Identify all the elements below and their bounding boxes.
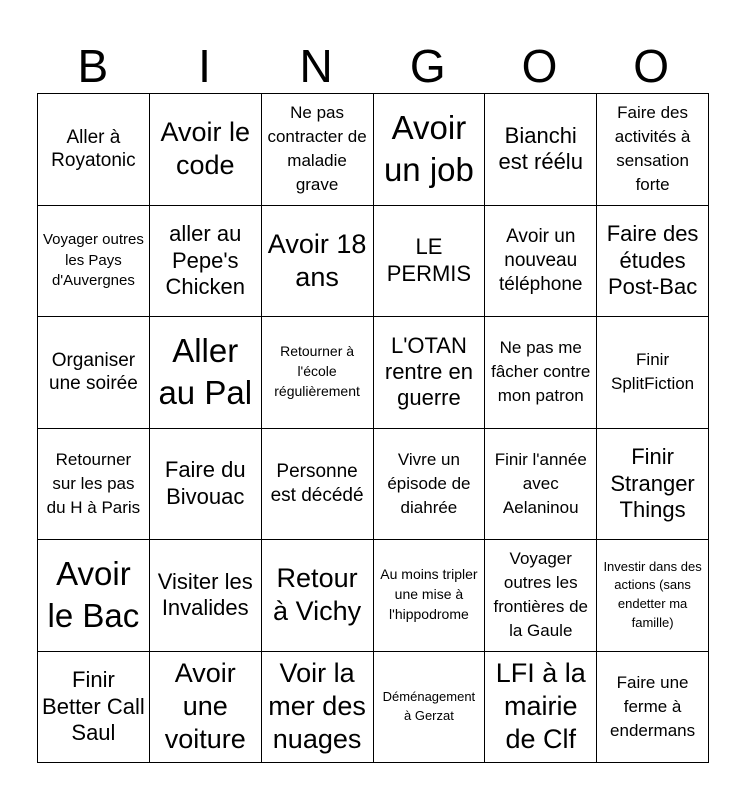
bingo-cell-text: Finir Better Call Saul (42, 667, 145, 745)
bingo-cell[interactable] (262, 540, 374, 652)
bingo-cell[interactable] (597, 94, 709, 206)
header-letter-o: O (521, 40, 558, 92)
bingo-cell[interactable] (374, 94, 486, 206)
bingo-cell-text: Personne est décédé (270, 461, 364, 506)
bingo-cell[interactable] (262, 206, 374, 318)
header-letter-n: N (299, 40, 333, 92)
bingo-cell-text: LE PERMIS (386, 234, 472, 286)
bingo-cell[interactable] (374, 317, 486, 429)
bingo-cell-text: Ne pas me fâcher contre mon patron (491, 338, 591, 406)
bingo-cell-text: Avoir un nouveau téléphone (499, 226, 583, 295)
bingo-cell-text: Aller à Royatonic (51, 126, 136, 172)
bingo-cell-text: Voyager outres les frontières de la Gaule (493, 549, 588, 641)
bingo-cell[interactable] (38, 206, 150, 318)
bingo-cell-text: Faire une ferme à endermans (610, 672, 696, 740)
bingo-cell[interactable] (262, 429, 374, 541)
bingo-cell[interactable] (262, 317, 374, 429)
bingo-cell-text: Vivre un épisode de diahrée (387, 449, 471, 517)
bingo-cell-text: Retour à Vichy (273, 563, 362, 627)
header-letter-o-second: O (633, 40, 670, 92)
bingo-cell-text: Voyager outres les Pays d'Auvergnes (42, 231, 144, 289)
bingo-cell[interactable] (38, 317, 150, 429)
bingo-cell-text: Avoir le code (160, 117, 251, 181)
bingo-cell[interactable] (262, 652, 374, 764)
bingo-cell[interactable] (150, 429, 262, 541)
bingo-cell[interactable] (150, 94, 262, 206)
bingo-cell-text: LFI à la mairie de Clf (495, 658, 586, 755)
bingo-cell[interactable] (38, 94, 150, 206)
bingo-cell-text: Organiser une soirée (49, 349, 138, 395)
bingo-cell[interactable] (597, 429, 709, 541)
bingo-cell-text: Finir l'année avec Aelaninou (494, 449, 587, 517)
bingo-cell[interactable] (150, 540, 262, 652)
bingo-cell[interactable] (485, 540, 597, 652)
bingo-cell-text: aller au Pepe's Chicken (165, 221, 245, 299)
bingo-cell[interactable] (485, 317, 597, 429)
bingo-cell-text: Aller au Pal (158, 332, 253, 412)
bingo-cell[interactable] (597, 317, 709, 429)
bingo-cell-text: Finir SplitFiction (611, 350, 695, 394)
bingo-card-grid (37, 93, 709, 763)
bingo-cell[interactable] (597, 206, 709, 318)
bingo-cell[interactable] (374, 540, 486, 652)
bingo-cell[interactable] (597, 540, 709, 652)
bingo-cell[interactable] (374, 429, 486, 541)
bingo-cell-text: Faire du Bivouac (164, 457, 246, 509)
bingo-cell[interactable] (38, 652, 150, 764)
bingo-cell[interactable] (374, 652, 486, 764)
bingo-cell-text: Faire des études Post-Bac (606, 221, 699, 299)
bingo-cell-text: L'OTAN rentre en guerre (384, 332, 473, 411)
bingo-cell-text: Finir Stranger Things (610, 444, 695, 522)
bingo-cell[interactable] (38, 429, 150, 541)
bingo-cell-text: Avoir le Bac (47, 555, 140, 635)
bingo-cell[interactable] (38, 540, 150, 652)
bingo-cell-text: Voir la mer des nuages (268, 658, 366, 755)
bingo-cell[interactable] (150, 652, 262, 764)
bingo-cell-text: Visiter les Invalides (157, 568, 253, 621)
bingo-cell[interactable] (485, 94, 597, 206)
bingo-cell[interactable] (150, 317, 262, 429)
bingo-cell-text: Ne pas contracter de maladie grave (267, 103, 367, 195)
header-letter-b: B (77, 40, 109, 92)
bingo-cell-text: Déménagement à Gerzat (382, 688, 476, 723)
bingo-cell[interactable] (262, 94, 374, 206)
bingo-cell[interactable] (485, 206, 597, 318)
bingo-cell-text: Retourner à l'école régulièrement (274, 343, 360, 400)
bingo-cell[interactable] (485, 652, 597, 764)
bingo-cell-text: Avoir une voiture (164, 658, 246, 755)
header-letter-i: I (198, 40, 211, 92)
bingo-cell-text: Avoir un job (383, 109, 474, 189)
bingo-cell[interactable] (485, 429, 597, 541)
bingo-cell-text: Bianchi est réélu (498, 122, 583, 175)
bingo-cell-text: Retourner sur les pas du H à Paris (46, 449, 141, 517)
bingo-cell-text: Au moins tripler une mise à l'hippodrome (380, 566, 478, 623)
bingo-cell-text: Faire des activités à sensation forte (614, 103, 691, 195)
bingo-cell[interactable] (597, 652, 709, 764)
header-letter-g: G (409, 40, 446, 92)
bingo-cell-text: Investir dans des actions (sans endetter ma famille) (603, 558, 702, 631)
bingo-cell[interactable] (374, 206, 486, 318)
bingo-header (37, 38, 707, 94)
bingo-cell[interactable] (150, 206, 262, 318)
bingo-cell-text: Avoir 18 ans (267, 228, 367, 292)
